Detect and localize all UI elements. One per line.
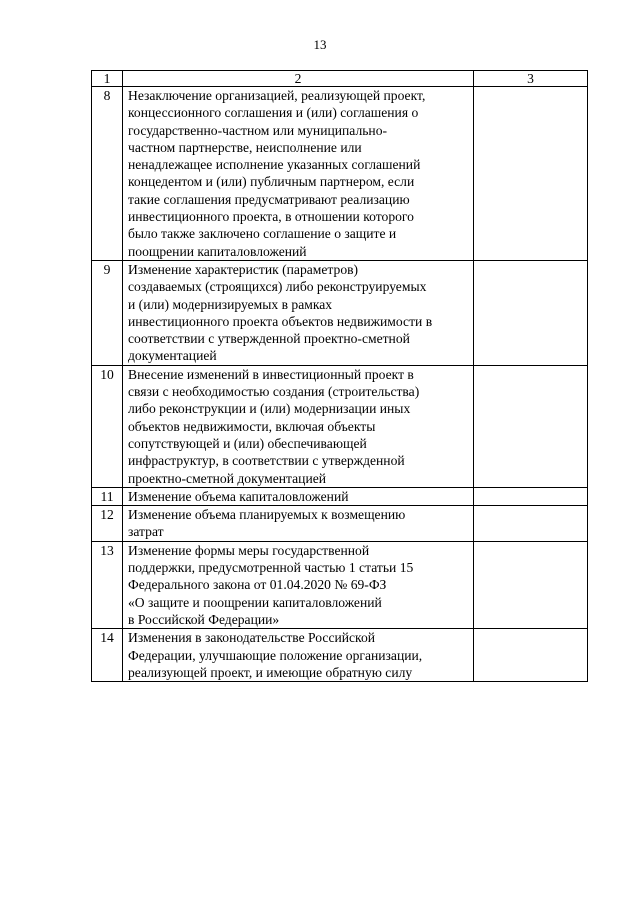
- row-col3: [474, 629, 588, 682]
- row-description: Незаключение организацией, реализующей проект, концессионного соглашения и (или) соглашения о государственно-частном или муниципально- частном партнерстве, неисполнение или ненадлежащее исполнение указанных соглашений концедентом и (или) публичным партнером, если такие соглашения предусматривают реализацию инвестиционного проекта, в отношении которого было также заключено соглашение о защите и поощрении капиталовложений: [123, 87, 474, 261]
- table-header-row: [92, 71, 588, 87]
- row-number: 8: [92, 87, 123, 261]
- row-number: 9: [92, 260, 123, 365]
- row-description: Изменения в законодательстве Российской Федерации, улучшающие положение организации, реализующей проект, и имеющие обратную силу: [123, 629, 474, 682]
- row-col3: [474, 87, 588, 261]
- row-description: Внесение изменений в инвестиционный проект в связи с необходимостью создания (строительства) либо реконструкции и (или) модернизации иных объектов недвижимости, включая объекты сопутствующей и (или) обеспечивающей инфраструктур, в соответствии с утвержденной проектно-сметной документацией: [123, 365, 474, 487]
- row-description: Изменение объема планируемых к возмещению затрат: [123, 506, 474, 542]
- row-number: 10: [92, 365, 123, 487]
- table-row: [92, 506, 588, 542]
- table-row: [92, 629, 588, 682]
- header-cell-3: 3: [474, 71, 588, 87]
- table-row: [92, 541, 588, 628]
- row-number: 14: [92, 629, 123, 682]
- row-number: 12: [92, 506, 123, 542]
- header-cell-1: 1: [92, 71, 123, 87]
- row-col3: [474, 506, 588, 542]
- row-number: 13: [92, 541, 123, 628]
- row-col3: [474, 487, 588, 505]
- row-col3: [474, 365, 588, 487]
- table-row: [92, 260, 588, 365]
- row-col3: [474, 541, 588, 628]
- table-row: [92, 365, 588, 487]
- row-description: Изменение формы меры государственной поддержки, предусмотренной частью 1 статьи 15 Федерального закона от 01.04.2020 № 69-ФЗ «О защите и поощрении капиталовложений в Российской Федерации»: [123, 541, 474, 628]
- row-number: 11: [92, 487, 123, 505]
- page-number: 13: [313, 37, 327, 52]
- header-cell-2: 2: [123, 71, 474, 87]
- row-description: Изменение объема капиталовложений: [123, 487, 474, 505]
- row-col3: [474, 260, 588, 365]
- document-table: [91, 70, 588, 682]
- table-row: [92, 487, 588, 505]
- row-description: Изменение характеристик (параметров) создаваемых (строящихся) либо реконструируемых и (или) модернизируемых в рамках инвестиционного проекта объектов недвижимости в соответствии с утвержденной проектно-сметной документацией: [123, 260, 474, 365]
- table-row: [92, 87, 588, 261]
